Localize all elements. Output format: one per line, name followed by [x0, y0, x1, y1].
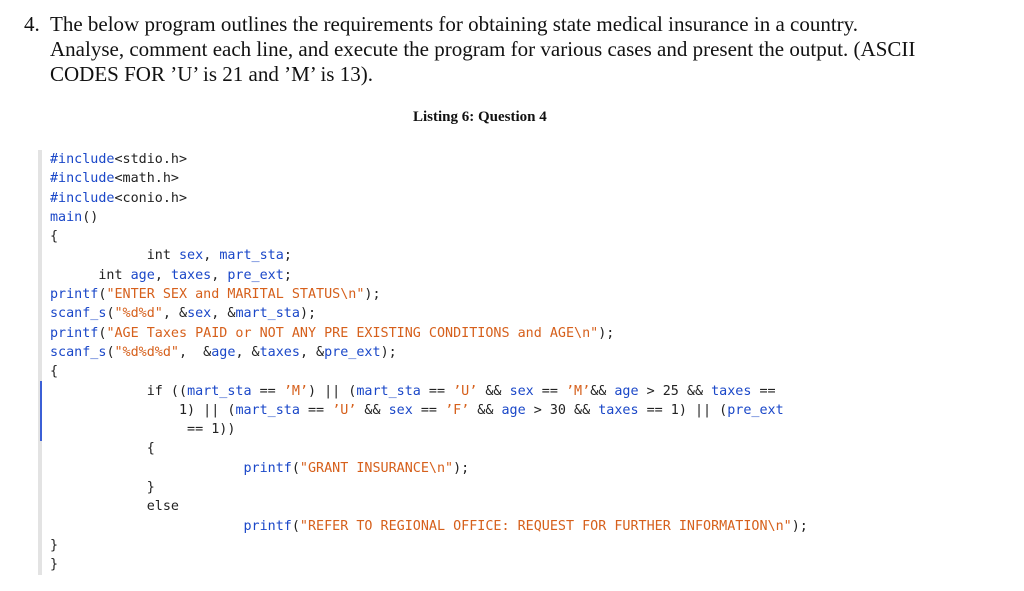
code-token: "ENTER SEX and MARITAL STATUS\n"	[106, 287, 365, 303]
code-token: ==	[412, 402, 446, 418]
code-token: ==	[751, 383, 776, 399]
code-token: taxes	[711, 383, 752, 399]
code-line	[50, 304, 808, 323]
question-text	[50, 12, 1010, 87]
code-line	[50, 401, 808, 420]
code-token: <stdio.h>	[114, 152, 188, 167]
code-token: ’U’	[453, 383, 478, 399]
code-token: taxes	[170, 267, 212, 283]
code-token: "%d%d%d"	[114, 344, 179, 360]
code-token: taxes	[259, 344, 300, 360]
code-token: &&	[469, 402, 502, 418]
code-token: ’F’	[445, 402, 470, 418]
code-token: scanf_s	[50, 306, 107, 322]
code-token: scanf_s	[50, 344, 107, 360]
code-line	[50, 478, 808, 497]
code-token: taxes	[598, 402, 639, 418]
code-token: &&	[590, 383, 615, 399]
code-token: &&	[477, 383, 510, 399]
code-token: ()	[82, 209, 99, 225]
code-token: ,	[211, 267, 228, 283]
question-number: 4.	[24, 12, 40, 36]
code-token: <math.h>	[114, 171, 179, 187]
code-line	[50, 285, 808, 304]
code-token: age	[211, 344, 236, 360]
code-token: pre_ext	[324, 344, 381, 360]
question-line: CODES FOR ’U’ is 21 and ’M’ is 13).	[50, 62, 373, 86]
code-token: age	[501, 402, 526, 418]
code-token: else	[50, 499, 179, 515]
code-token: {	[50, 229, 59, 245]
code-token: (	[98, 325, 107, 341]
code-token: (	[291, 460, 300, 476]
code-line	[50, 208, 808, 227]
code-token: if ((	[50, 383, 188, 399]
code-token: ,	[154, 267, 171, 283]
code-token: == 1))	[50, 422, 236, 438]
code-token: printf	[50, 325, 99, 341]
code-token: mart_sta	[187, 383, 252, 399]
code-token: }	[50, 537, 59, 553]
code-token: , &	[299, 344, 325, 360]
code-line	[50, 362, 808, 381]
code-token: sex	[179, 248, 204, 264]
code-token: , &	[179, 344, 212, 360]
code-line	[50, 343, 808, 362]
code-line	[50, 555, 808, 574]
code-token: mart_sta	[235, 306, 300, 322]
code-token: , &	[235, 344, 260, 360]
code-token: age	[614, 383, 639, 399]
code-token: );	[380, 344, 397, 360]
code-token: pre_ext	[727, 402, 784, 418]
listing-caption: Listing 6: Question 4	[413, 109, 547, 125]
code-token: printf	[243, 460, 292, 476]
code-token: == 1) || (	[638, 402, 728, 418]
code-token: {	[50, 364, 59, 380]
code-line	[50, 459, 808, 478]
code-token: ==	[299, 402, 333, 418]
code-token: main	[50, 209, 83, 225]
question-line: The below program outlines the requirements for obtaining state medical insurance in a country.	[50, 12, 859, 36]
code-token: "GRANT INSURANCE\n"	[299, 460, 454, 476]
code-token: pre_ext	[227, 267, 284, 283]
code-token: int	[50, 267, 131, 283]
code-token: ’M’	[566, 383, 591, 399]
code-token: printf	[243, 518, 292, 534]
code-token: );	[364, 287, 381, 303]
code-line	[50, 266, 808, 285]
code-line	[50, 420, 808, 439]
code-token: , &	[162, 306, 188, 322]
code-gutter-marker	[40, 381, 42, 441]
code-token: ,	[203, 248, 220, 264]
code-token: ==	[420, 383, 454, 399]
code-token: age	[130, 267, 155, 283]
code-token: ;	[283, 267, 292, 283]
code-token: );	[453, 460, 470, 476]
code-token: "AGE Taxes PAID or NOT ANY PRE EXISTING CONDITIONS and AGE\n"	[106, 325, 599, 341]
code-line	[50, 189, 808, 208]
code-token: "%d%d"	[114, 306, 163, 322]
code-token: (	[106, 306, 115, 322]
code-token: {	[50, 441, 155, 457]
code-token: sex	[388, 402, 413, 418]
code-token: ’M’	[283, 383, 308, 399]
code-line	[50, 246, 808, 265]
code-line	[50, 169, 808, 188]
code-line	[50, 150, 808, 169]
code-token: ==	[251, 383, 284, 399]
code-token: ;	[283, 248, 292, 264]
code-gutter-bar	[38, 150, 42, 575]
code-token: );	[598, 325, 615, 341]
code-line	[50, 497, 808, 516]
code-token: <conio.h>	[114, 190, 188, 206]
code-token: > 30 &&	[525, 402, 599, 418]
code-token: sex	[509, 383, 534, 399]
code-token: int	[50, 248, 179, 264]
code-token: ==	[533, 383, 566, 399]
code-token: sex	[187, 306, 212, 322]
code-token: #include	[50, 171, 115, 187]
code-token: "REFER TO REGIONAL OFFICE: REQUEST FOR FURTHER INFORMATION\n"	[299, 518, 792, 534]
code-token	[50, 461, 243, 476]
code-line	[50, 324, 808, 343]
code-token: mart_sta	[235, 402, 300, 418]
code-line	[50, 382, 808, 401]
code-token: mart_sta	[219, 248, 284, 264]
code-token: );	[299, 306, 317, 322]
code-token: 1) || (	[50, 402, 236, 418]
code-token: }	[50, 557, 59, 573]
code-token: }	[50, 480, 155, 496]
code-line	[50, 439, 808, 458]
code-token: (	[98, 287, 107, 303]
code-token: , &	[211, 306, 236, 322]
code-token: #include	[50, 152, 115, 167]
code-line	[50, 536, 808, 555]
code-token: #include	[50, 190, 115, 206]
code-token: mart_sta	[356, 383, 421, 399]
code-token: (	[291, 518, 300, 534]
code-line	[50, 227, 808, 246]
code-token: printf	[50, 287, 99, 303]
code-listing	[50, 150, 808, 575]
code-line	[50, 517, 808, 536]
code-token: &&	[356, 402, 389, 418]
question-line: Analyse, comment each line, and execute the program for various cases and present the output. (ASCII	[50, 37, 916, 61]
code-token: > 25 &&	[638, 383, 712, 399]
code-token: ’U’	[332, 402, 357, 418]
code-token: ) || (	[308, 383, 357, 399]
code-token	[50, 519, 243, 534]
code-token: );	[791, 518, 808, 534]
code-token: (	[106, 344, 115, 360]
